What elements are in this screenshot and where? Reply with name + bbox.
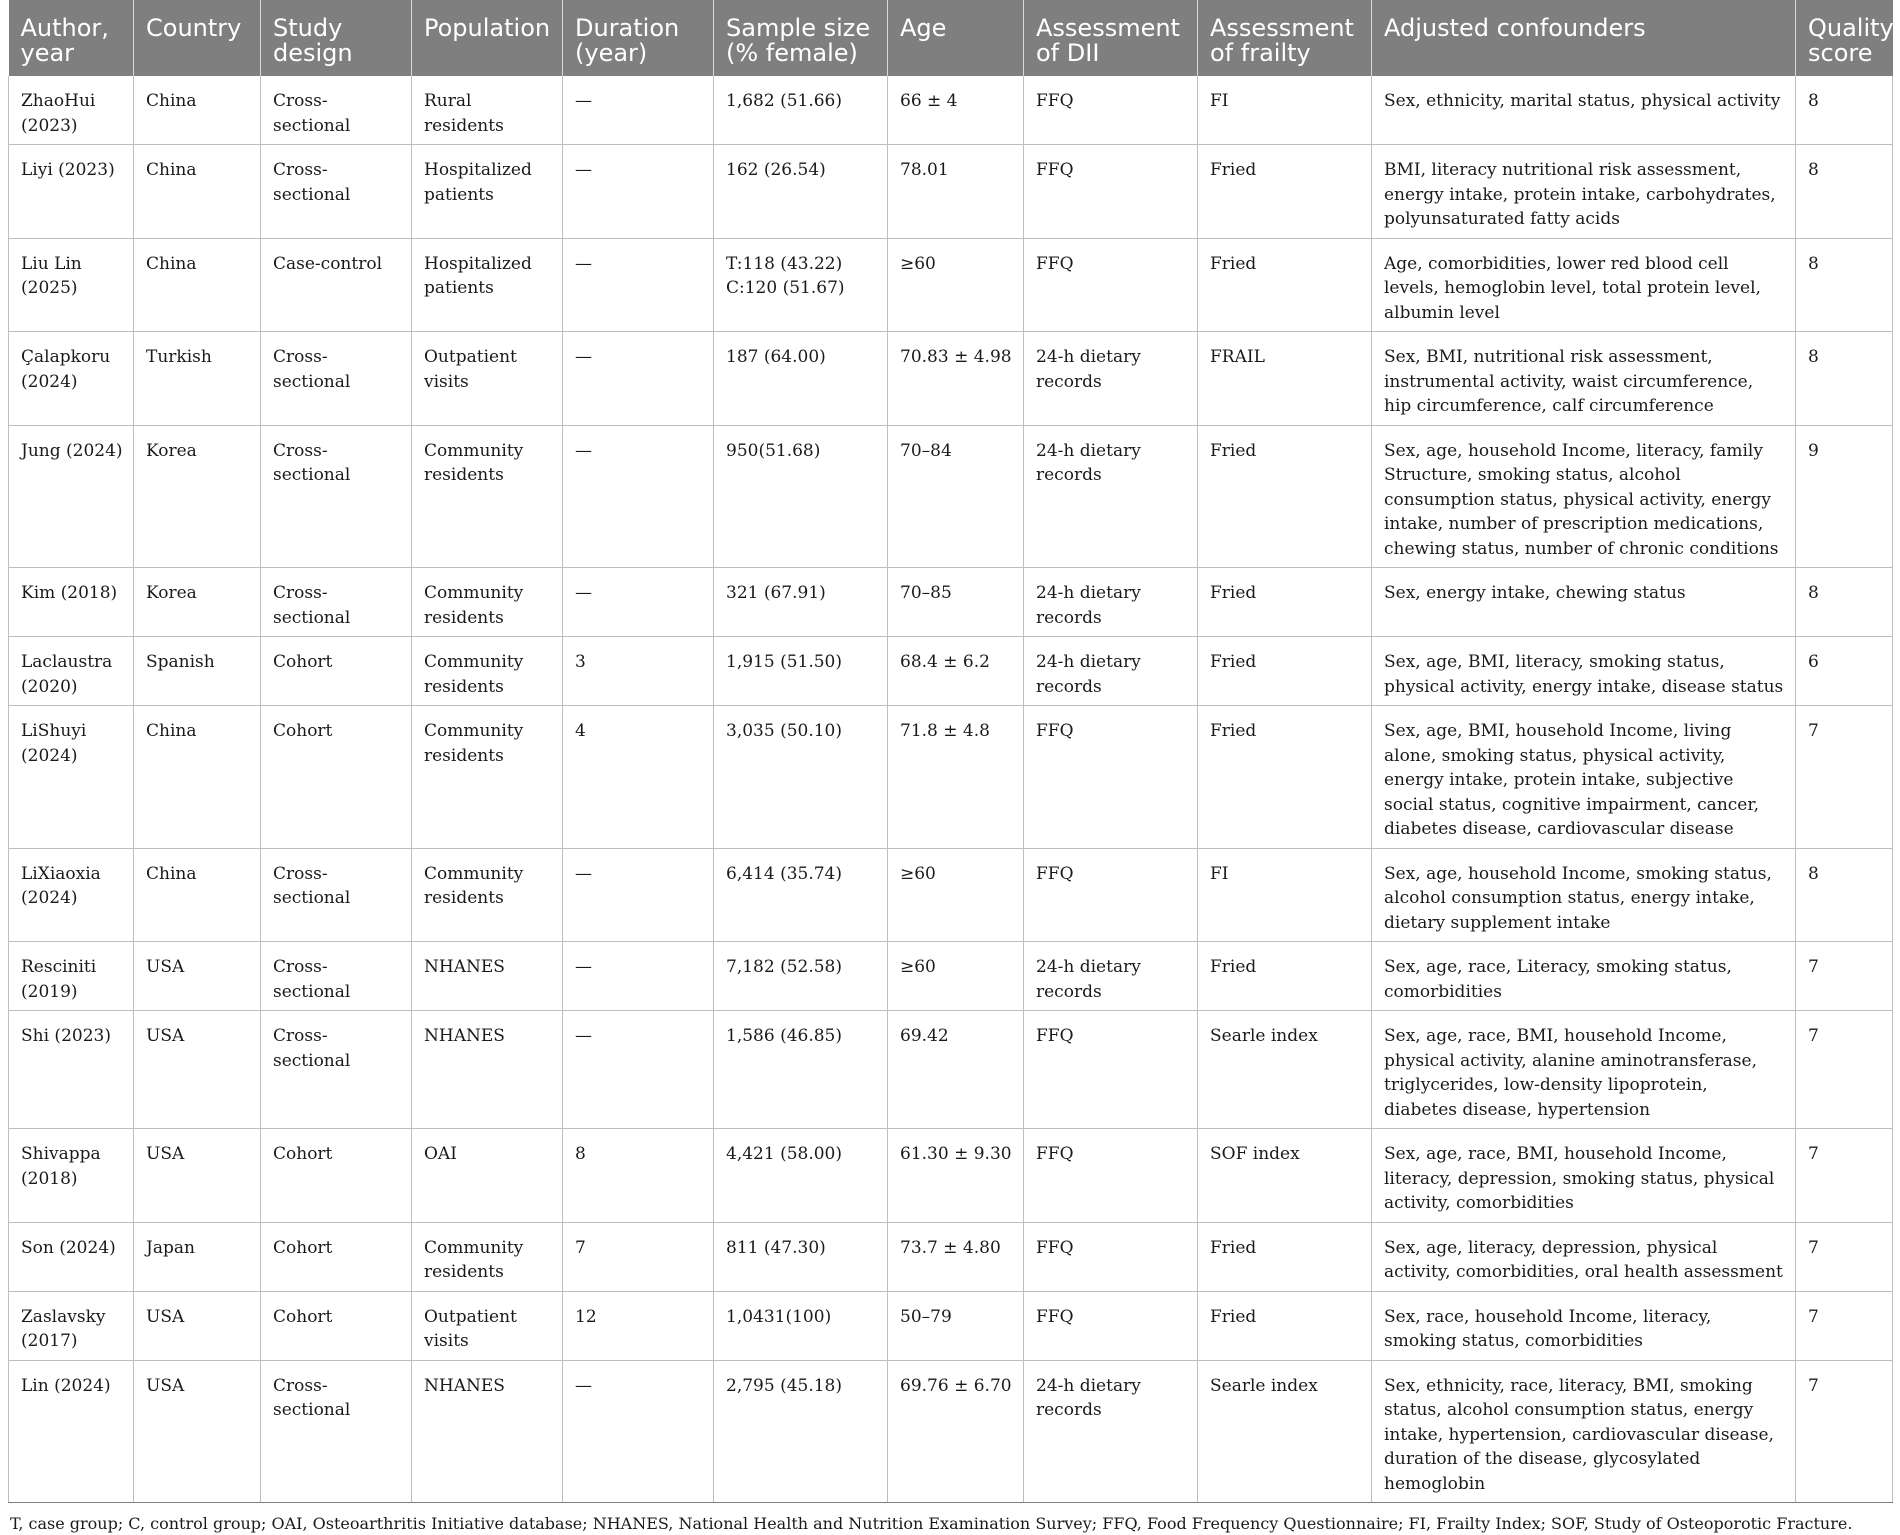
duration-cell: — — [563, 1011, 714, 1129]
author-year-cell: Zaslavsky (2017) — [9, 1291, 134, 1360]
duration-cell: — — [563, 145, 714, 239]
author-year-cell: Laclaustra (2020) — [9, 637, 134, 706]
age-cell: 71.8 ± 4.8 — [888, 706, 1024, 849]
table-row — [9, 942, 1893, 1011]
population-cell: NHANES — [412, 1360, 563, 1503]
population-cell: Community residents — [412, 568, 563, 637]
author-year-cell: LiXiaoxia (2024) — [9, 848, 134, 942]
duration-cell: — — [563, 1360, 714, 1503]
study-design-cell: Cohort — [261, 637, 412, 706]
dii-assessment-cell: FFQ — [1024, 1291, 1198, 1360]
author-year-cell: Lin (2024) — [9, 1360, 134, 1503]
table-container — [8, 0, 1892, 1535]
country-cell: China — [134, 238, 261, 332]
adjusted-confounders-cell: Sex, age, race, BMI, household Income, literacy, depression, smoking status, physical activity, comorbidities — [1372, 1129, 1796, 1223]
population-cell: Community residents — [412, 706, 563, 849]
frailty-assessment-cell: Searle index — [1198, 1360, 1372, 1503]
dii-assessment-cell: 24-h dietary records — [1024, 568, 1198, 637]
dii-assessment-cell: FFQ — [1024, 1222, 1198, 1291]
sample-size-cell: 811 (47.30) — [714, 1222, 888, 1291]
dii-assessment-cell: FFQ — [1024, 706, 1198, 849]
dii-assessment-cell: 24-h dietary records — [1024, 1360, 1198, 1503]
quality-score-cell: 8 — [1796, 238, 1893, 332]
age-cell: ≥60 — [888, 848, 1024, 942]
population-cell: Hospitalized patients — [412, 238, 563, 332]
country-cell: China — [134, 76, 261, 145]
col-header-quality-score: Quality score — [1796, 0, 1893, 76]
frailty-assessment-cell: Fried — [1198, 706, 1372, 849]
quality-score-cell: 6 — [1796, 637, 1893, 706]
population-cell: Outpatient visits — [412, 332, 563, 426]
dii-assessment-cell: FFQ — [1024, 145, 1198, 239]
country-cell: Turkish — [134, 332, 261, 426]
sample-size-cell: 3,035 (50.10) — [714, 706, 888, 849]
study-design-cell: Cohort — [261, 1129, 412, 1223]
col-header-author-year: Author, year — [9, 0, 134, 76]
population-cell: Hospitalized patients — [412, 145, 563, 239]
table-row — [9, 238, 1893, 332]
adjusted-confounders-cell: Sex, age, BMI, household Income, living alone, smoking status, physical activity, energy intake, protein intake, subjective social status, cognitive impairment, cancer, diabetes disease, cardiovascular disease — [1372, 706, 1796, 849]
duration-cell: 7 — [563, 1222, 714, 1291]
author-year-cell: ZhaoHui (2023) — [9, 76, 134, 145]
quality-score-cell: 7 — [1796, 1291, 1893, 1360]
quality-score-cell: 7 — [1796, 942, 1893, 1011]
duration-cell: — — [563, 425, 714, 568]
age-cell: 73.7 ± 4.80 — [888, 1222, 1024, 1291]
country-cell: Japan — [134, 1222, 261, 1291]
duration-cell: 4 — [563, 706, 714, 849]
table-row — [9, 568, 1893, 637]
sample-size-cell: 1,586 (46.85) — [714, 1011, 888, 1129]
table-row — [9, 848, 1893, 942]
duration-cell: 3 — [563, 637, 714, 706]
table-row — [9, 1291, 1893, 1360]
population-cell: NHANES — [412, 942, 563, 1011]
adjusted-confounders-cell: Age, comorbidities, lower red blood cell levels, hemoglobin level, total protein level, albumin level — [1372, 238, 1796, 332]
author-year-cell: Çalapkoru (2024) — [9, 332, 134, 426]
dii-assessment-cell: FFQ — [1024, 76, 1198, 145]
population-cell: Community residents — [412, 637, 563, 706]
adjusted-confounders-cell: Sex, energy intake, chewing status — [1372, 568, 1796, 637]
duration-cell: — — [563, 332, 714, 426]
quality-score-cell: 7 — [1796, 1222, 1893, 1291]
age-cell: 70–85 — [888, 568, 1024, 637]
frailty-assessment-cell: Fried — [1198, 425, 1372, 568]
country-cell: USA — [134, 1011, 261, 1129]
sample-size-cell: 1,682 (51.66) — [714, 76, 888, 145]
author-year-cell: Jung (2024) — [9, 425, 134, 568]
adjusted-confounders-cell: Sex, ethnicity, marital status, physical activity — [1372, 76, 1796, 145]
duration-cell: — — [563, 848, 714, 942]
sample-size-cell: 187 (64.00) — [714, 332, 888, 426]
study-design-cell: Cross-sectional — [261, 1011, 412, 1129]
dii-assessment-cell: 24-h dietary records — [1024, 637, 1198, 706]
age-cell: 66 ± 4 — [888, 76, 1024, 145]
adjusted-confounders-cell: Sex, age, household Income, smoking status, alcohol consumption status, energy intake, dietary supplement intake — [1372, 848, 1796, 942]
age-cell: 69.76 ± 6.70 — [888, 1360, 1024, 1503]
frailty-assessment-cell: FI — [1198, 848, 1372, 942]
table-row — [9, 1129, 1893, 1223]
table-body — [9, 76, 1893, 1503]
header-row — [9, 0, 1893, 76]
col-header-adjusted-confounders: Adjusted confounders — [1372, 0, 1796, 76]
dii-assessment-cell: FFQ — [1024, 238, 1198, 332]
dii-assessment-cell: FFQ — [1024, 1129, 1198, 1223]
duration-cell: — — [563, 238, 714, 332]
sample-size-cell: T:118 (43.22) C:120 (51.67) — [714, 238, 888, 332]
author-year-cell: Kim (2018) — [9, 568, 134, 637]
study-design-cell: Cross-sectional — [261, 332, 412, 426]
col-header-assessment-frailty: Assessment of frailty — [1198, 0, 1372, 76]
author-year-cell: Shi (2023) — [9, 1011, 134, 1129]
age-cell: 70.83 ± 4.98 — [888, 332, 1024, 426]
sample-size-cell: 2,795 (45.18) — [714, 1360, 888, 1503]
frailty-assessment-cell: Fried — [1198, 637, 1372, 706]
country-cell: USA — [134, 1129, 261, 1223]
adjusted-confounders-cell: Sex, race, household Income, literacy, smoking status, comorbidities — [1372, 1291, 1796, 1360]
author-year-cell: Son (2024) — [9, 1222, 134, 1291]
table-row — [9, 145, 1893, 239]
duration-cell: — — [563, 76, 714, 145]
table-row — [9, 706, 1893, 849]
table-row — [9, 637, 1893, 706]
age-cell: ≥60 — [888, 942, 1024, 1011]
population-cell: Outpatient visits — [412, 1291, 563, 1360]
duration-cell: — — [563, 942, 714, 1011]
sample-size-cell: 950(51.68) — [714, 425, 888, 568]
quality-score-cell: 8 — [1796, 848, 1893, 942]
age-cell: 50–79 — [888, 1291, 1024, 1360]
quality-score-cell: 7 — [1796, 1011, 1893, 1129]
frailty-assessment-cell: Fried — [1198, 1291, 1372, 1360]
col-header-population: Population — [412, 0, 563, 76]
sample-size-cell: 1,915 (51.50) — [714, 637, 888, 706]
dii-assessment-cell: 24-h dietary records — [1024, 332, 1198, 426]
frailty-assessment-cell: Fried — [1198, 145, 1372, 239]
table-row — [9, 425, 1893, 568]
age-cell: 61.30 ± 9.30 — [888, 1129, 1024, 1223]
col-header-assessment-dii: Assessment of DII — [1024, 0, 1198, 76]
study-design-cell: Cross-sectional — [261, 76, 412, 145]
author-year-cell: Liyi (2023) — [9, 145, 134, 239]
frailty-assessment-cell: Fried — [1198, 238, 1372, 332]
study-design-cell: Cohort — [261, 1291, 412, 1360]
sample-size-cell: 6,414 (35.74) — [714, 848, 888, 942]
quality-score-cell: 9 — [1796, 425, 1893, 568]
table-row — [9, 332, 1893, 426]
sample-size-cell: 4,421 (58.00) — [714, 1129, 888, 1223]
population-cell: Community residents — [412, 1222, 563, 1291]
adjusted-confounders-cell: Sex, age, household Income, literacy, family Structure, smoking status, alcohol consumption status, physical activity, energy intake, number of prescription medications, chewing status, number of chronic conditions — [1372, 425, 1796, 568]
population-cell: OAI — [412, 1129, 563, 1223]
dii-assessment-cell: FFQ — [1024, 848, 1198, 942]
dii-assessment-cell: 24-h dietary records — [1024, 942, 1198, 1011]
table-row — [9, 1360, 1893, 1503]
country-cell: Spanish — [134, 637, 261, 706]
author-year-cell: Resciniti (2019) — [9, 942, 134, 1011]
frailty-assessment-cell: Searle index — [1198, 1011, 1372, 1129]
country-cell: Korea — [134, 568, 261, 637]
col-header-duration: Duration (year) — [563, 0, 714, 76]
quality-score-cell: 8 — [1796, 568, 1893, 637]
adjusted-confounders-cell: Sex, age, literacy, depression, physical activity, comorbidities, oral health assessment — [1372, 1222, 1796, 1291]
sample-size-cell: 162 (26.54) — [714, 145, 888, 239]
study-design-cell: Cross-sectional — [261, 1360, 412, 1503]
col-header-age: Age — [888, 0, 1024, 76]
population-cell: Community residents — [412, 425, 563, 568]
quality-score-cell: 7 — [1796, 1360, 1893, 1503]
study-design-cell: Case-control — [261, 238, 412, 332]
col-header-sample-size: Sample size (% female) — [714, 0, 888, 76]
quality-score-cell: 8 — [1796, 76, 1893, 145]
country-cell: China — [134, 848, 261, 942]
sample-size-cell: 321 (67.91) — [714, 568, 888, 637]
table-footnote: T, case group; C, control group; OAI, Osteoarthritis Initiative database; NHANES, National Health and Nutrition Examination Survey; FFQ, Food Frequency Questionnaire; FI, Frailty Index; SOF, Study of Osteoporotic Fracture. — [10, 1514, 1853, 1533]
study-design-cell: Cross-sectional — [261, 145, 412, 239]
frailty-assessment-cell: Fried — [1198, 1222, 1372, 1291]
col-header-country: Country — [134, 0, 261, 76]
dii-assessment-cell: FFQ — [1024, 1011, 1198, 1129]
adjusted-confounders-cell: Sex, age, race, BMI, household Income, physical activity, alanine aminotransferase, triglycerides, low-density lipoprotein, diabetes disease, hypertension — [1372, 1011, 1796, 1129]
author-year-cell: Shivappa (2018) — [9, 1129, 134, 1223]
population-cell: Rural residents — [412, 76, 563, 145]
age-cell: 70–84 — [888, 425, 1024, 568]
frailty-assessment-cell: Fried — [1198, 942, 1372, 1011]
adjusted-confounders-cell: Sex, ethnicity, race, literacy, BMI, smoking status, alcohol consumption status, energy intake, hypertension, cardiovascular disease, duration of the disease, glycosylated hemoglobin — [1372, 1360, 1796, 1503]
country-cell: USA — [134, 1291, 261, 1360]
country-cell: China — [134, 706, 261, 849]
age-cell: 69.42 — [888, 1011, 1024, 1129]
duration-cell: 8 — [563, 1129, 714, 1223]
study-design-cell: Cross-sectional — [261, 568, 412, 637]
duration-cell: 12 — [563, 1291, 714, 1360]
population-cell: Community residents — [412, 848, 563, 942]
table-row — [9, 76, 1893, 145]
author-year-cell: Liu Lin (2025) — [9, 238, 134, 332]
quality-score-cell: 7 — [1796, 706, 1893, 849]
table-row — [9, 1011, 1893, 1129]
study-design-cell: Cross-sectional — [261, 848, 412, 942]
frailty-assessment-cell: FRAIL — [1198, 332, 1372, 426]
age-cell: 78.01 — [888, 145, 1024, 239]
population-cell: NHANES — [412, 1011, 563, 1129]
study-design-cell: Cross-sectional — [261, 425, 412, 568]
frailty-assessment-cell: FI — [1198, 76, 1372, 145]
duration-cell: — — [563, 568, 714, 637]
dii-assessment-cell: 24-h dietary records — [1024, 425, 1198, 568]
adjusted-confounders-cell: Sex, age, BMI, literacy, smoking status, physical activity, energy intake, disease status — [1372, 637, 1796, 706]
adjusted-confounders-cell: Sex, age, race, Literacy, smoking status, comorbidities — [1372, 942, 1796, 1011]
age-cell: 68.4 ± 6.2 — [888, 637, 1024, 706]
country-cell: Korea — [134, 425, 261, 568]
frailty-assessment-cell: SOF index — [1198, 1129, 1372, 1223]
study-design-cell: Cohort — [261, 1222, 412, 1291]
table-row — [9, 1222, 1893, 1291]
author-year-cell: LiShuyi (2024) — [9, 706, 134, 849]
adjusted-confounders-cell: BMI, literacy nutritional risk assessment, energy intake, protein intake, carbohydrates, polyunsaturated fatty acids — [1372, 145, 1796, 239]
quality-score-cell: 8 — [1796, 332, 1893, 426]
country-cell: China — [134, 145, 261, 239]
sample-size-cell: 7,182 (52.58) — [714, 942, 888, 1011]
frailty-assessment-cell: Fried — [1198, 568, 1372, 637]
country-cell: USA — [134, 1360, 261, 1503]
study-characteristics-table — [8, 0, 1893, 1503]
adjusted-confounders-cell: Sex, BMI, nutritional risk assessment, instrumental activity, waist circumference, hip circumference, calf circumference — [1372, 332, 1796, 426]
study-design-cell: Cross-sectional — [261, 942, 412, 1011]
quality-score-cell: 8 — [1796, 145, 1893, 239]
country-cell: USA — [134, 942, 261, 1011]
age-cell: ≥60 — [888, 238, 1024, 332]
study-design-cell: Cohort — [261, 706, 412, 849]
quality-score-cell: 7 — [1796, 1129, 1893, 1223]
sample-size-cell: 1,0431(100) — [714, 1291, 888, 1360]
col-header-study-design: Study design — [261, 0, 412, 76]
